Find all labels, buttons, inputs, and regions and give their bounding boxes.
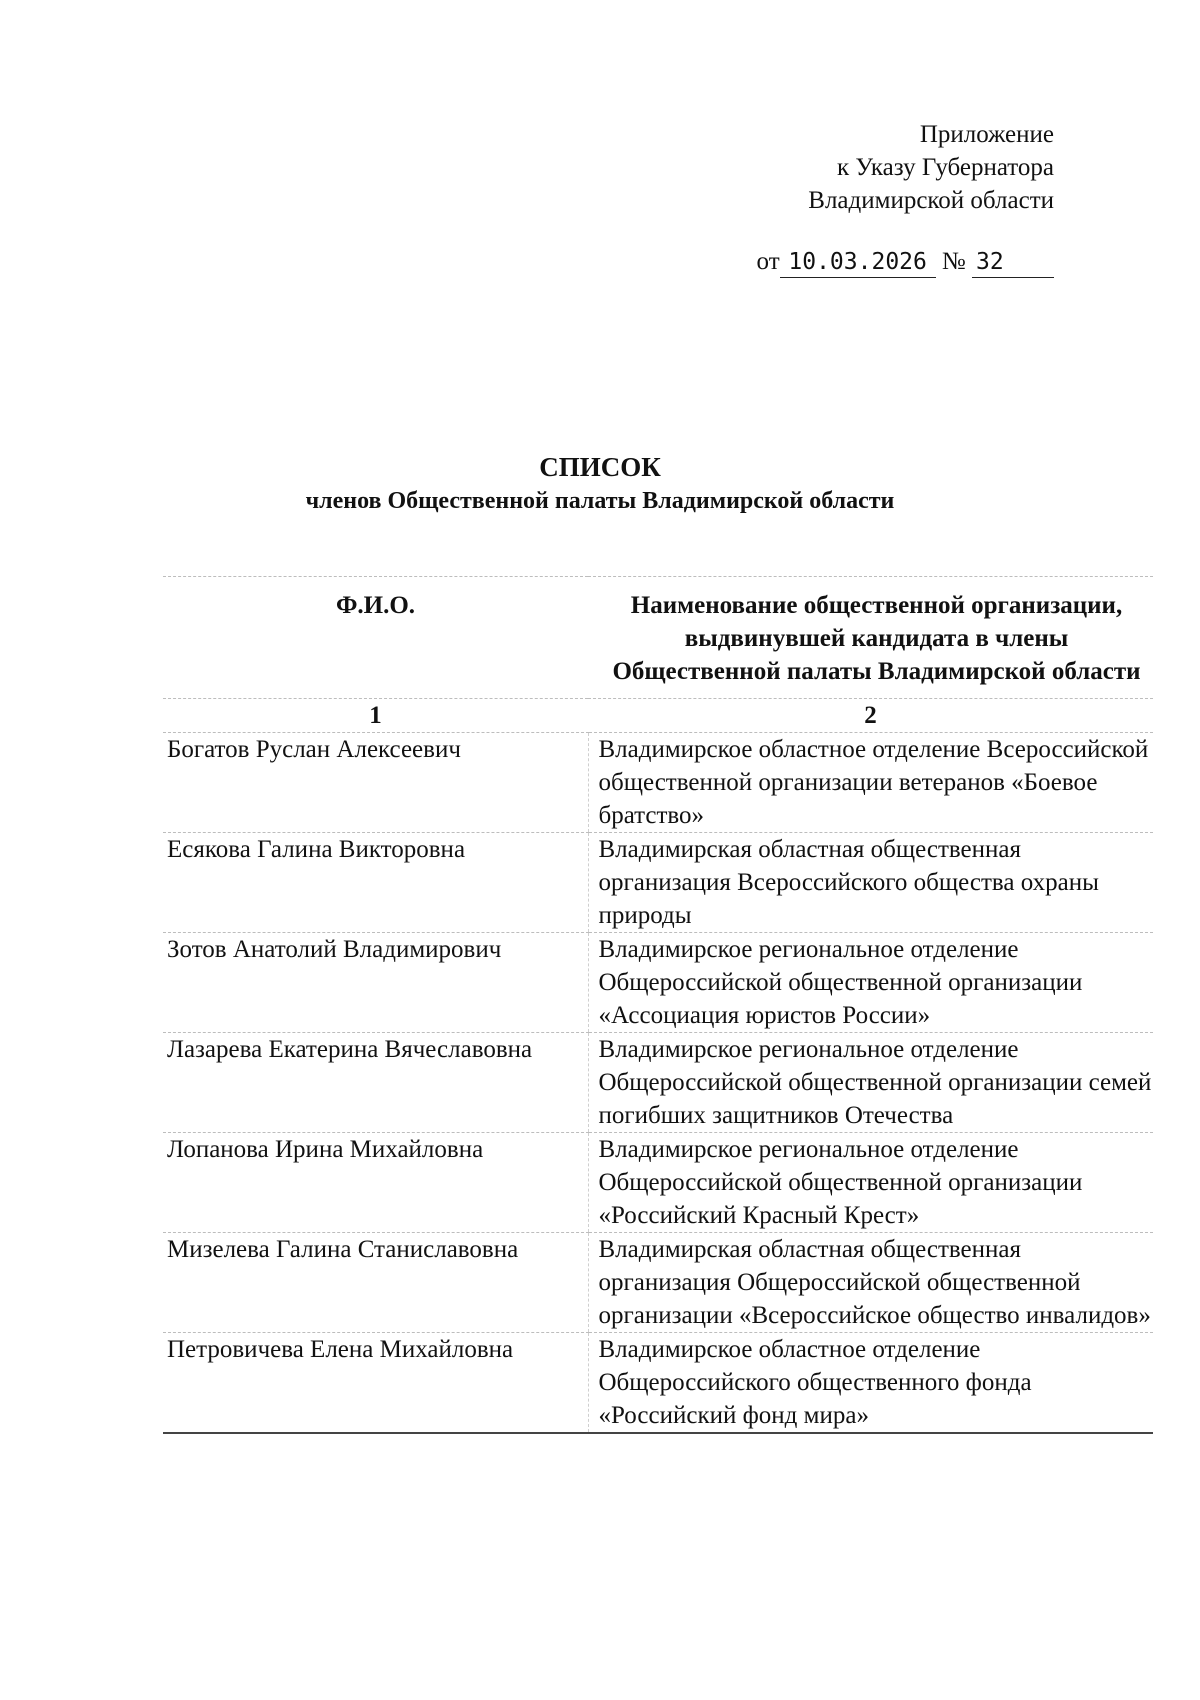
table-row	[163, 733, 1153, 833]
member-name: Мизелева Галина Станиславовна	[163, 1233, 588, 1333]
member-name: Лопанова Ирина Михайловна	[163, 1133, 588, 1233]
member-name: Петровичева Елена Михайловна	[163, 1333, 588, 1434]
member-name: Богатов Руслан Алексеевич	[163, 733, 588, 833]
decree-date: 10.03.2026	[780, 249, 936, 278]
column-numbers-row	[163, 699, 1153, 733]
member-organization: Владимирская областная общественная организация Всероссийского общества охраны природы	[588, 833, 1153, 933]
appendix-header	[808, 118, 1054, 217]
header-organization: Наименование общественной организации, выдвинувшей кандидата в члены Общественной палаты Владимирской области	[588, 577, 1153, 699]
member-organization: Владимирское региональное отделение Общероссийской общественной организации семей погибших защитников Отечества	[588, 1033, 1153, 1133]
title-subtitle: членов Общественной палаты Владимирской области	[305, 488, 895, 514]
member-name: Лазарева Екатерина Вячеславовна	[163, 1033, 588, 1133]
table-row	[163, 1033, 1153, 1133]
title-main: СПИСОК	[539, 452, 661, 482]
member-organization: Владимирская областная общественная организация Общероссийской общественной организации «Всероссийское общество инвалидов»	[588, 1233, 1153, 1333]
document-title	[0, 450, 1200, 518]
date-prefix: от	[756, 248, 780, 275]
member-name: Зотов Анатолий Владимирович	[163, 933, 588, 1033]
member-organization: Владимирское областное отделение Общероссийского общественного фонда «Российский фонд мира»	[588, 1333, 1153, 1434]
member-name: Есякова Галина Викторовна	[163, 833, 588, 933]
member-organization: Владимирское областное отделение Всероссийской общественной организации ветеранов «Боевое братство»	[588, 733, 1153, 833]
appendix-title: Приложение	[919, 121, 1054, 148]
appendix-ref-decree: к Указу Губернатора	[836, 154, 1054, 181]
table-row	[163, 1233, 1153, 1333]
column-number-1: 1	[163, 699, 588, 733]
header-name: Ф.И.О.	[163, 577, 588, 699]
number-prefix: №	[941, 248, 966, 275]
appendix-ref-region: Владимирской области	[808, 187, 1054, 214]
member-organization: Владимирское региональное отделение Общероссийской общественной организации «Ассоциация юристов России»	[588, 933, 1153, 1033]
table-row	[163, 933, 1153, 1033]
table-row	[163, 833, 1153, 933]
decree-number: 32	[972, 249, 1054, 278]
table-header-row	[163, 577, 1153, 699]
column-number-2: 2	[588, 699, 1153, 733]
decree-reference	[757, 248, 1054, 278]
member-organization: Владимирское региональное отделение Общероссийской общественной организации «Российский Красный Крест»	[588, 1133, 1153, 1233]
table-row	[163, 1133, 1153, 1233]
members-table	[163, 576, 1153, 1434]
table-row	[163, 1333, 1153, 1434]
